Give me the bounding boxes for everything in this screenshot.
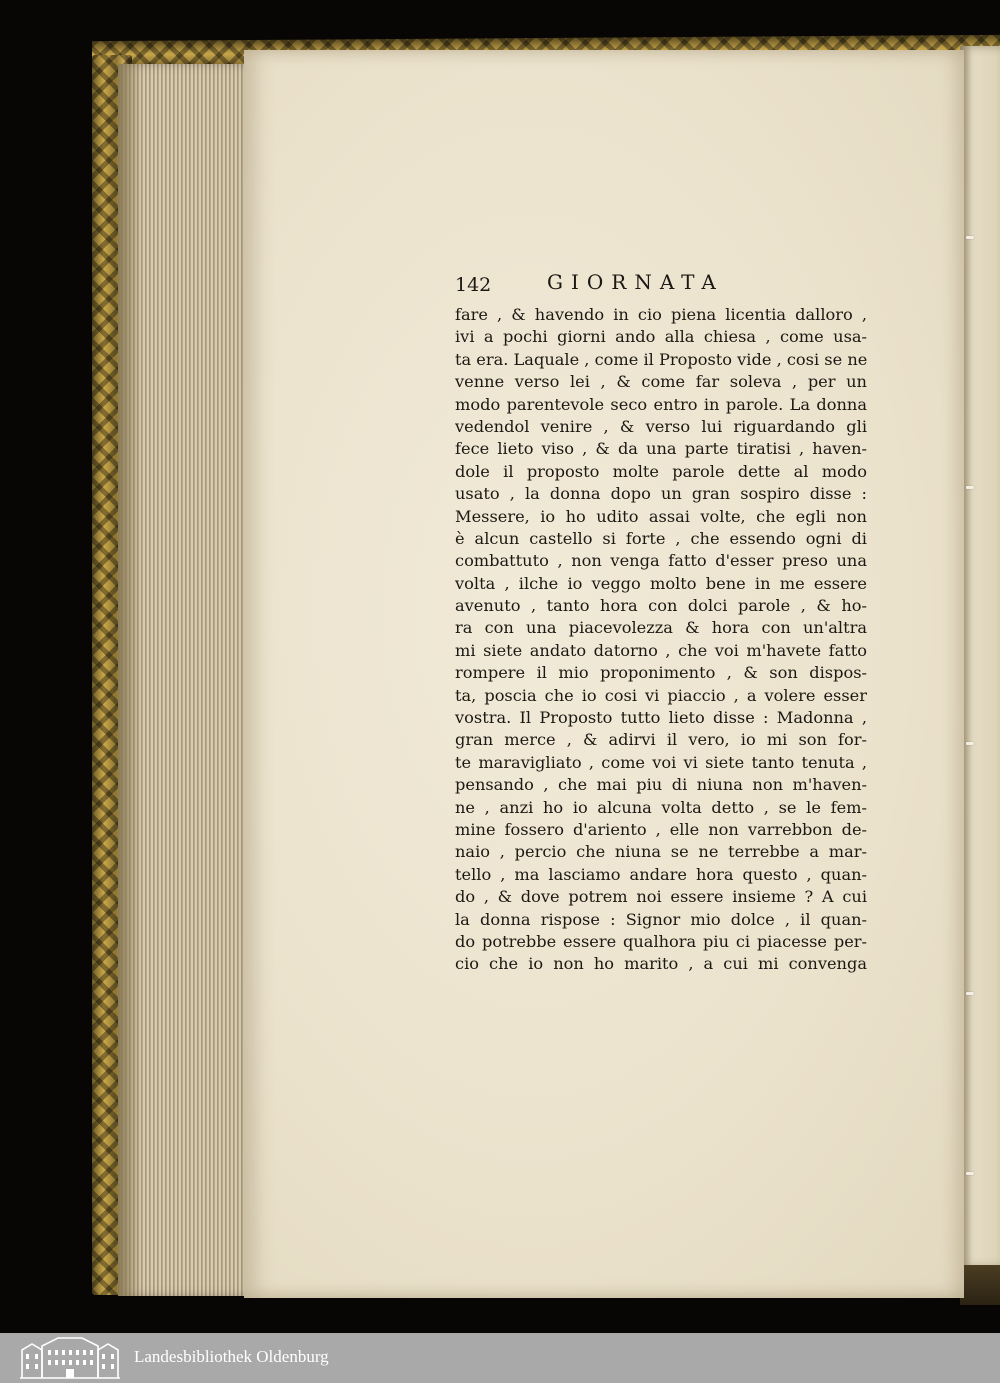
library-footer-bar (0, 1333, 1000, 1383)
text-line: combattuto , non venga fatto d'esser preso una (455, 551, 867, 571)
text-line: è alcun castello si forte , che essendo ogni di (455, 528, 867, 548)
text-line: ta era. Laquale , come il Proposto vide , cosi se ne (455, 349, 868, 369)
text-line: venne verso lei , & come far soleva , per un (455, 372, 867, 392)
text-line: mi siete andato datorno , che voi m'havete fatto (455, 640, 867, 660)
text-line: fece lieto viso , & da una parte tiratisi , haven- (455, 439, 867, 459)
binding-stitch (966, 992, 974, 995)
body-text (455, 304, 867, 976)
running-title: GIORNATA (547, 270, 724, 294)
text-line: usato , la donna dopo un gran sospiro disse : (455, 484, 867, 504)
running-head (455, 270, 867, 304)
text-line: do potrebbe essere qualhora piu ci piacesse per- (455, 931, 867, 951)
page-number: 142 (455, 274, 492, 296)
text-line: ra con una piacevolezza & hora con un'altra (455, 618, 867, 638)
page-text-block (455, 270, 867, 976)
page-edge-stack (118, 64, 254, 1296)
text-line: ne , anzi ho io alcuna volta detto , se le fem- (455, 797, 867, 817)
text-line: naio , percio che niuna se ne terrebbe a mar- (455, 842, 867, 862)
text-line: volta , ilche io veggo molto bene in me essere (455, 573, 867, 593)
library-building-logo-icon (18, 1336, 122, 1380)
text-line: pensando , che mai piu di niuna non m'haven- (455, 775, 867, 795)
text-line: te maravigliato , come voi vi siete tanto tenuta , (455, 752, 867, 772)
text-line: mine fossero d'ariento , elle non varrebbon de- (455, 819, 867, 839)
binding-stitch (966, 486, 974, 489)
text-line: tello , ma lasciamo andare hora questo , quan- (455, 864, 867, 884)
text-line: fare , & havendo in cio piena licentia dalloro , (455, 305, 867, 324)
text-line: ta, poscia che io cosi vi piaccio , a volere esser (455, 685, 867, 705)
text-line: gran merce , & adirvi il vero, io mi son for- (455, 730, 867, 750)
text-line: do , & dove potrem noi essere insieme ? A cui (455, 887, 867, 907)
text-line: dole il proposto molte parole dette al modo (455, 461, 867, 481)
text-line: la donna rispose : Signor mio dolce , il quan- (455, 909, 867, 929)
library-name: Landesbibliothek Oldenburg (134, 1347, 329, 1366)
text-line: modo parentevole seco entro in parole. La donna (455, 394, 867, 414)
facing-page-edge (960, 46, 1000, 1268)
text-line: vostra. Il Proposto tutto lieto disse : Madonna , (455, 708, 867, 728)
text-line: avenuto , tanto hora con dolci parole , & ho- (455, 596, 867, 616)
cover-corner (960, 1265, 1000, 1305)
text-line: ivi a pochi giorni ando alla chiesa , come usa- (455, 327, 867, 347)
text-line: cio che io non ho marito , a cui mi convenga (455, 954, 867, 974)
binding-stitch (966, 236, 974, 239)
text-line: vedendol venire , & verso lui riguardando gli (455, 416, 867, 436)
text-line: rompere il mio proponimento , & son dispos- (455, 663, 867, 683)
binding-stitch (966, 1172, 974, 1175)
text-line: Messere, io ho udito assai volte, che egli non (455, 506, 867, 526)
binding-stitch (966, 742, 974, 745)
